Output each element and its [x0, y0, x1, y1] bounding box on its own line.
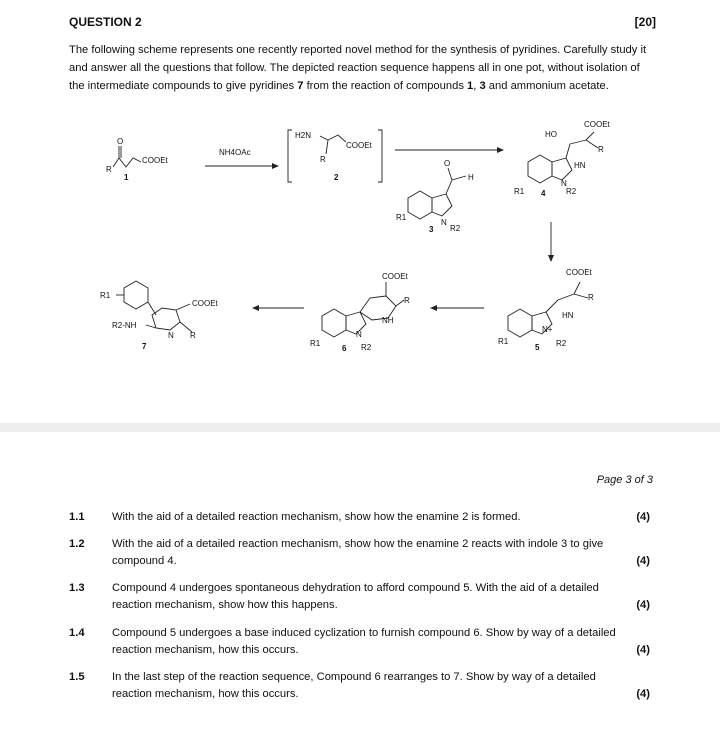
svg-text:R1: R1 — [396, 213, 407, 222]
svg-text:R1: R1 — [100, 291, 111, 300]
question-marks: (4) — [636, 555, 650, 567]
reaction-scheme — [0, 110, 720, 360]
svg-text:COOEt: COOEt — [192, 299, 218, 308]
question-number: 1.3 — [69, 582, 85, 594]
question-marks: (4) — [636, 511, 650, 523]
svg-text:R: R — [190, 331, 196, 340]
svg-text:COOEt: COOEt — [382, 272, 408, 281]
svg-text:O: O — [117, 137, 124, 146]
arrow-to-4 — [395, 147, 504, 153]
svg-text:R: R — [598, 145, 604, 154]
svg-text:6: 6 — [342, 344, 347, 353]
svg-text:R2: R2 — [556, 339, 567, 348]
svg-text:7: 7 — [142, 342, 147, 351]
question-text: With the aid of a detailed reaction mechanism, show how the enamine 2 is formed. — [112, 511, 521, 523]
question-text: In the last step of the reaction sequence, Compound 6 rearranges to 7. Show by way of a detailed reaction mechanism, how this occurs. — [112, 671, 596, 700]
compound-1 — [106, 137, 169, 182]
svg-text:N: N — [356, 330, 362, 339]
question-marks: (4) — [636, 644, 650, 656]
intro-paragraph: The following scheme represents one recently reported novel method for the synthesis of pyridines. Carefully study it and answer all the questions that follow. The depicted reaction sequence happens all in one pot, without isolation of the intermediate compounds to give pyridines 7 from the reaction of compounds 1, 3 and ammonium acetate. — [69, 44, 647, 92]
arrow-5-to-6 — [430, 305, 484, 311]
svg-text:4: 4 — [541, 189, 546, 198]
arrow-6-to-7 — [252, 305, 304, 311]
svg-text:NH4OAc: NH4OAc — [219, 148, 251, 157]
svg-text:O: O — [444, 159, 451, 168]
arrow-4-to-5 — [548, 222, 554, 262]
question-text: With the aid of a detailed reaction mechanism, show how the enamine 2 reacts with indole 3 to give compound 4. — [112, 538, 604, 567]
compound-7 — [100, 281, 219, 351]
svg-text:R: R — [404, 296, 410, 305]
arrow-1-to-2 — [205, 148, 279, 169]
question-number: 1.1 — [69, 511, 85, 523]
compound-4 — [514, 120, 611, 198]
compound-6 — [310, 272, 410, 353]
svg-text:1: 1 — [124, 173, 129, 182]
svg-text:N: N — [561, 179, 567, 188]
question-marks: (4) — [636, 599, 650, 611]
svg-text:HN: HN — [562, 311, 574, 320]
svg-text:5: 5 — [535, 343, 540, 352]
svg-text:R2-NH: R2-NH — [112, 321, 137, 330]
svg-text:R1: R1 — [498, 337, 509, 346]
svg-text:2: 2 — [334, 173, 339, 182]
svg-text:H: H — [468, 173, 474, 182]
question-marks: (4) — [636, 688, 650, 700]
svg-text:R1: R1 — [514, 187, 525, 196]
compound-2 — [288, 130, 382, 182]
svg-text:R2: R2 — [566, 187, 577, 196]
svg-text:H2N: H2N — [295, 131, 312, 140]
question-number: 1.4 — [69, 627, 85, 639]
svg-text:R2: R2 — [361, 343, 372, 352]
svg-text:HN: HN — [574, 161, 586, 170]
svg-text:COOEt: COOEt — [346, 141, 372, 150]
svg-text:NH: NH — [382, 316, 394, 325]
question-number: 1.5 — [69, 671, 85, 683]
svg-text:COOEt: COOEt — [142, 156, 168, 165]
question-text: Compound 5 undergoes a base induced cyclization to furnish compound 6. Show by way of a detailed reaction mechanism, how this occurs. — [112, 627, 616, 656]
question-number: 1.2 — [69, 538, 85, 550]
svg-text:R1: R1 — [310, 339, 321, 348]
svg-text:COOEt: COOEt — [584, 120, 610, 129]
svg-text:3: 3 — [429, 225, 434, 234]
compound-5 — [498, 268, 594, 352]
question-text: Compound 4 undergoes spontaneous dehydration to afford compound 5. With the aid of a detailed reaction mechanism, show how this happens. — [112, 582, 599, 611]
svg-text:N: N — [441, 218, 447, 227]
compound-3 — [396, 159, 474, 234]
svg-text:HO: HO — [545, 130, 557, 139]
svg-text:R2: R2 — [450, 224, 461, 233]
page-number: Page 3 of 3 — [596, 474, 653, 486]
svg-text:R: R — [588, 293, 594, 302]
page-break — [0, 423, 720, 432]
svg-text:COOEt: COOEt — [566, 268, 592, 277]
svg-text:R: R — [320, 155, 326, 164]
svg-text:N: N — [168, 331, 174, 340]
svg-text:R: R — [106, 165, 112, 174]
question-total-marks: [20] — [634, 15, 656, 29]
svg-text:N+: N+ — [542, 325, 553, 334]
question-title: QUESTION 2 — [69, 15, 142, 29]
